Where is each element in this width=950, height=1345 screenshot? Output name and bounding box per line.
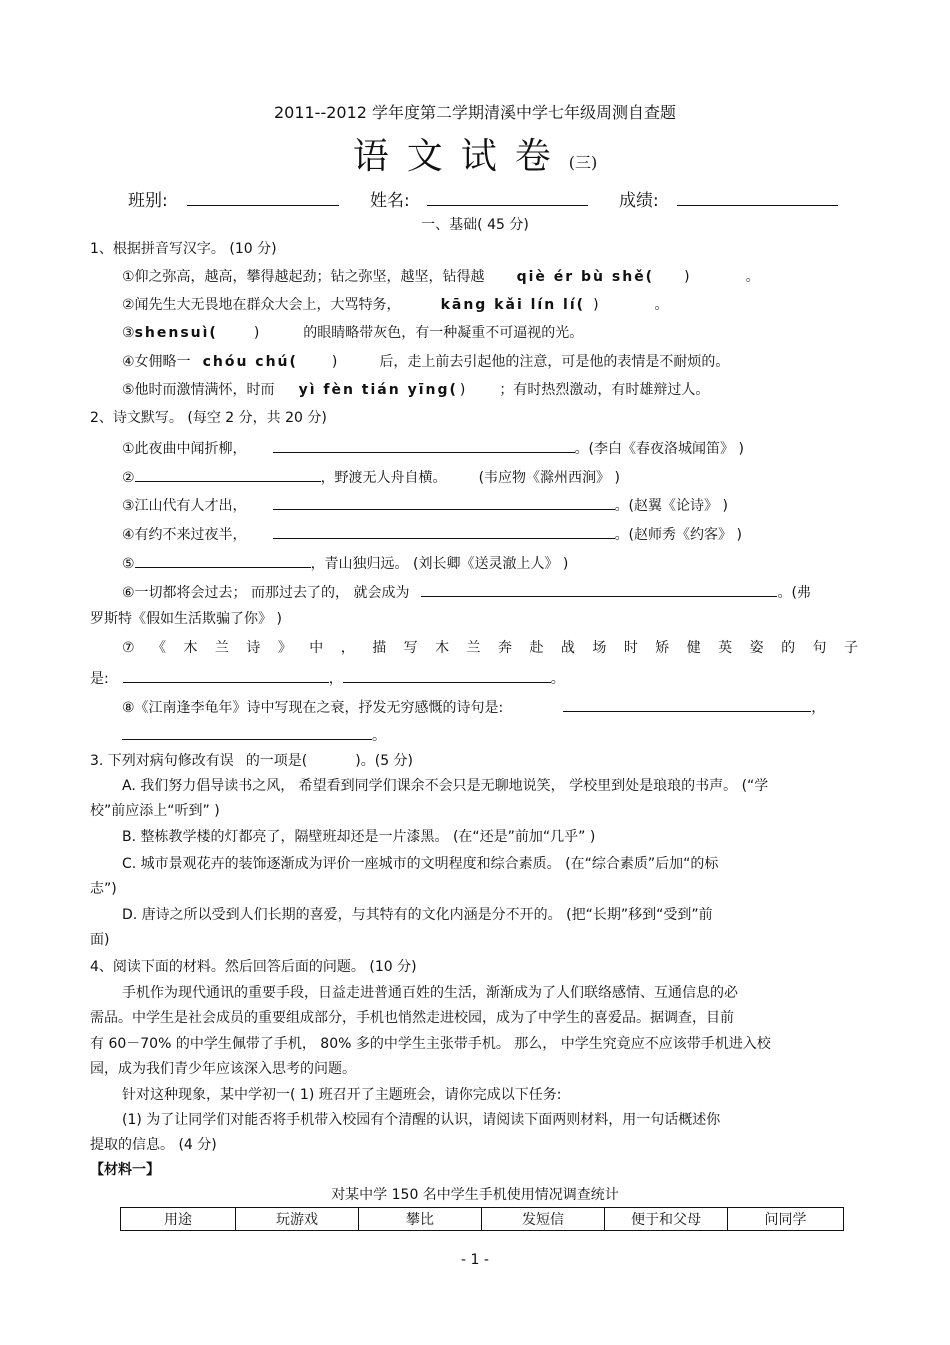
exam-title [0,128,950,179]
q2-line-4-text: ④有约不来过夜半， [122,527,247,543]
q1-item-3 [122,324,583,342]
q4-paragraph-2: 需品。中学生是社会成员的重要组成部分，手机也悄然走进校园，成为了中学生的喜爱品。据调查，目前 [90,1010,734,1026]
q2-line-8-end: 。 [372,728,386,744]
name-field[interactable] [427,205,588,206]
q2-l7-char: 的 [781,640,796,656]
q2-line-7-comma: ， [328,671,343,687]
q2-l7-char: 姿 [749,640,764,656]
q2-blank-4[interactable] [273,524,615,539]
q2-l7-char: 《 [152,640,167,656]
q1-item-1-end: 。 [745,269,760,285]
q1-item-1-text: ①仰之弥高，越高，攀得越起劲；钻之弥坚，越坚，钻得越 [122,269,485,285]
q2-blank-8a[interactable] [563,697,811,712]
q3-option-a-cont: 校”前应添上“听到” ) [90,803,220,819]
q3-option-b: B. 整栋教学楼的灯都亮了，隔壁班却还是一片漆黑。 (在“还是”前加“几乎” ) [122,829,596,845]
q1-item-5-pinyin: yì fèn tián yīng( [298,382,458,398]
q2-blank-7b[interactable] [343,668,551,683]
q2-blank-1[interactable] [273,438,575,453]
q2-l7-char: 健 [686,640,701,656]
q1-item-3-pinyin: shensuì( [134,325,218,341]
q2-line-4 [122,524,742,544]
q2-blank-2[interactable] [135,467,321,482]
q2-line-8-cont [122,725,386,745]
q2-line-8-text: ⑧《江南逢李龟年》诗中写现在之衰，抒发无穷感慨的诗句是: [122,700,504,716]
q3-option-c-cont: 志”) [90,881,117,897]
q1-item-4-pinyin: chóu chú( [202,354,298,370]
q2-l7-char: 奔 [498,640,512,656]
q3-heading-score: )。(5 分) [355,753,414,769]
q1-item-3-num: ③ [122,325,135,341]
q2-line-5-text: ，青山独归远。 (刘长卿《送灵澈上人》 ) [310,556,569,572]
q2-line-8-comma: ， [811,700,826,716]
q2-blank-6[interactable] [421,582,777,597]
q2-heading: 2、诗文默写。 (每空 2 分，共 20 分) [90,410,327,426]
q1-item-5-text: ⑤他时而激情满怀，时而 [122,382,275,398]
q4-paragraph-5: 针对这种现象，某中学初一( 1) 班召开了主题班会，请你完成以下任务: [122,1087,562,1103]
q1-item-2 [122,296,669,314]
q2-l7-char: 战 [560,640,575,656]
q1-item-4-end: 后，走上前去引起他的注意，可是他的表情是不耐烦的。 [379,354,730,370]
q2-line-2-text: ，野渡无人舟自横。 [320,470,447,486]
q3-option-d-cont: 面) [90,932,110,948]
q2-l7-char: 写 [403,640,418,656]
q1-item-5 [122,381,709,399]
q4-heading: 4、阅读下面的材料。然后回答后面的问题。 (10 分) [90,959,417,975]
q2-l7-char: 》 [277,640,292,656]
q2-line-3 [122,495,728,515]
score-label: 成绩: [619,191,659,211]
class-label: 班别: [128,191,168,211]
q2-l7-char: 中 [309,640,324,656]
q1-item-4-text: ④女佣略一 [122,354,191,370]
q1-item-3-text: 的眼睛略带灰色，有一种凝重不可逼视的光。 [303,325,584,341]
q1-heading: 1、根据拼音写汉字。 (10 分) [90,241,277,257]
q4-paragraph-1: 手机作为现代通讯的重要手段，日益走进普通百姓的生活，渐渐成为了人们联络感情、互通信息的必 [122,985,738,1001]
q1-item-2-end: 。 [654,297,669,313]
q3-option-d: D. 唐诗之所以受到人们长期的喜爱，与其特有的文化内涵是分不开的。 (把“长期”移到“受到”前 [122,907,713,923]
q2-blank-3[interactable] [273,495,615,510]
table-header-cell: 用途 [121,1208,236,1231]
q2-line-7-cont [90,668,565,688]
q4-paragraph-3: 有 60－70% 的中学生佩带了手机， 80% 多的中学生主张带手机。 那么， 中学生究竟应不应该带手机进入校 [90,1036,771,1052]
q2-blank-5[interactable] [135,553,311,568]
q1-item-4 [122,353,729,371]
q2-l7-char: 英 [718,640,733,656]
q1-item-1-close: ) [684,269,690,285]
table-row [121,1208,844,1231]
q1-item-3-close: ) [253,325,260,341]
q2-line-3-source: 。(赵翼《论诗》 ) [614,498,728,514]
section-title: 一、基础( 45 分) [421,217,529,233]
q1-item-5-end: ；有时热烈激动，有时雄辩过人。 [499,382,710,398]
q2-blank-7a[interactable] [123,668,329,683]
q2-line-4-source: 。(赵师秀《约客》 ) [614,527,742,543]
exam-title-suffix: (三) [568,153,598,172]
q3-heading-bracket: 的一项是( [245,753,308,769]
name-label: 姓名: [370,191,410,211]
q1-item-1 [122,268,760,286]
q3-heading [90,752,413,770]
q2-l7-char: 诗 [246,640,261,656]
q2-l7-char: 赴 [529,640,544,656]
q2-line-6-end: 。(弗 [777,585,811,601]
q2-line-6-text: ⑥一切都将会过去； 而那过去了的， 就会成为 [122,585,410,601]
q2-line-5 [122,553,568,573]
table-header-cell: 问同学 [728,1208,844,1231]
q2-line-5-num: ⑤ [122,556,135,572]
q2-l7-char: 时 [623,640,638,656]
q1-item-1-pinyin: qiè ér bù shě( [516,269,655,285]
q2-line-7 [122,639,858,657]
q1-item-5-close: ) [459,382,466,398]
q2-blank-8b[interactable] [122,725,372,740]
q4-paragraph-4: 园，成为我们青少年应该深入思考的问题。 [90,1061,356,1077]
q2-line-1 [122,438,744,458]
q1-item-2-close: ) [593,297,599,313]
q3-option-a: A. 我们努力倡导读书之风， 希望看到同学们课余不会只是无聊地说笑， 学校里到处是琅琅的书声。 (“学 [122,778,769,794]
q1-item-4-close: ) [331,354,338,370]
q2-l7-char: ， [340,640,355,656]
q2-l7-char: 描 [372,640,387,656]
q2-line-1-text: ①此夜曲中闻折柳， [122,441,247,457]
q1-item-2-text: ②闻先生大无畏地在群众大会上，大骂特务， [122,297,401,313]
q2-l7-char: 木 [183,640,198,656]
q2-l7-char: ⑦ [122,640,135,656]
q2-line-7-end: 。 [550,671,565,687]
exam-title-text: 语文试卷 [352,136,569,177]
q4-task-1: (1) 为了让同学们对能否将手机带入校园有个清醒的认识，请阅读下面两则材料，用一句话概述你 [122,1112,721,1128]
q2-line-2-num: ② [122,470,135,486]
q4-task-1-cont: 提取的信息。 (4 分) [90,1137,217,1153]
exam-subtitle: 2011--2012 学年度第二学期清溪中学七年级周测自查题 [273,103,677,122]
survey-table [120,1207,844,1231]
q3-option-c: C. 城市景观花卉的装饰逐渐成为评价一座城市的文明程度和综合素质。 (在“综合素质”后加“的标 [122,856,719,872]
q2-line-8 [122,697,825,717]
q2-line-2-source: (韦应物《滁州西涧》 ) [478,470,620,486]
q2-l7-char: 木 [435,640,450,656]
table-title: 对某中学 150 名中学生手机使用情况调查统计 [331,1187,619,1203]
q2-l7-char: 矫 [655,640,670,656]
material-label: 【材料一】 [90,1162,160,1178]
page-number: - 1 - [461,1252,489,1268]
q2-l7-char: 子 [843,640,858,656]
q2-line-6-cont: 罗斯特《假如生活欺骗了你》 ) [90,611,282,627]
q2-l7-char: 场 [592,640,607,656]
table-header-cell: 攀比 [359,1208,482,1231]
q1-item-2-pinyin: kāng kǎi lín lí( [440,297,586,313]
q2-line-2 [122,467,620,487]
class-field[interactable] [187,205,339,206]
table-header-cell: 发短信 [482,1208,605,1231]
q2-line-7-label: 是: [90,671,109,687]
score-field[interactable] [677,205,838,206]
q3-heading-text: 3. 下列对病句修改有误 [90,753,234,769]
table-header-cell: 玩游戏 [236,1208,359,1231]
q2-line-1-source: 。(李白《春夜洛城闻笛》 ) [574,441,744,457]
q2-l7-char: 兰 [466,640,481,656]
q2-line-3-text: ③江山代有人才出， [122,498,247,514]
q2-line-6 [122,582,811,602]
q2-l7-char: 句 [812,640,827,656]
table-header-cell: 便于和父母 [605,1208,728,1231]
q2-l7-char: 兰 [214,640,229,656]
